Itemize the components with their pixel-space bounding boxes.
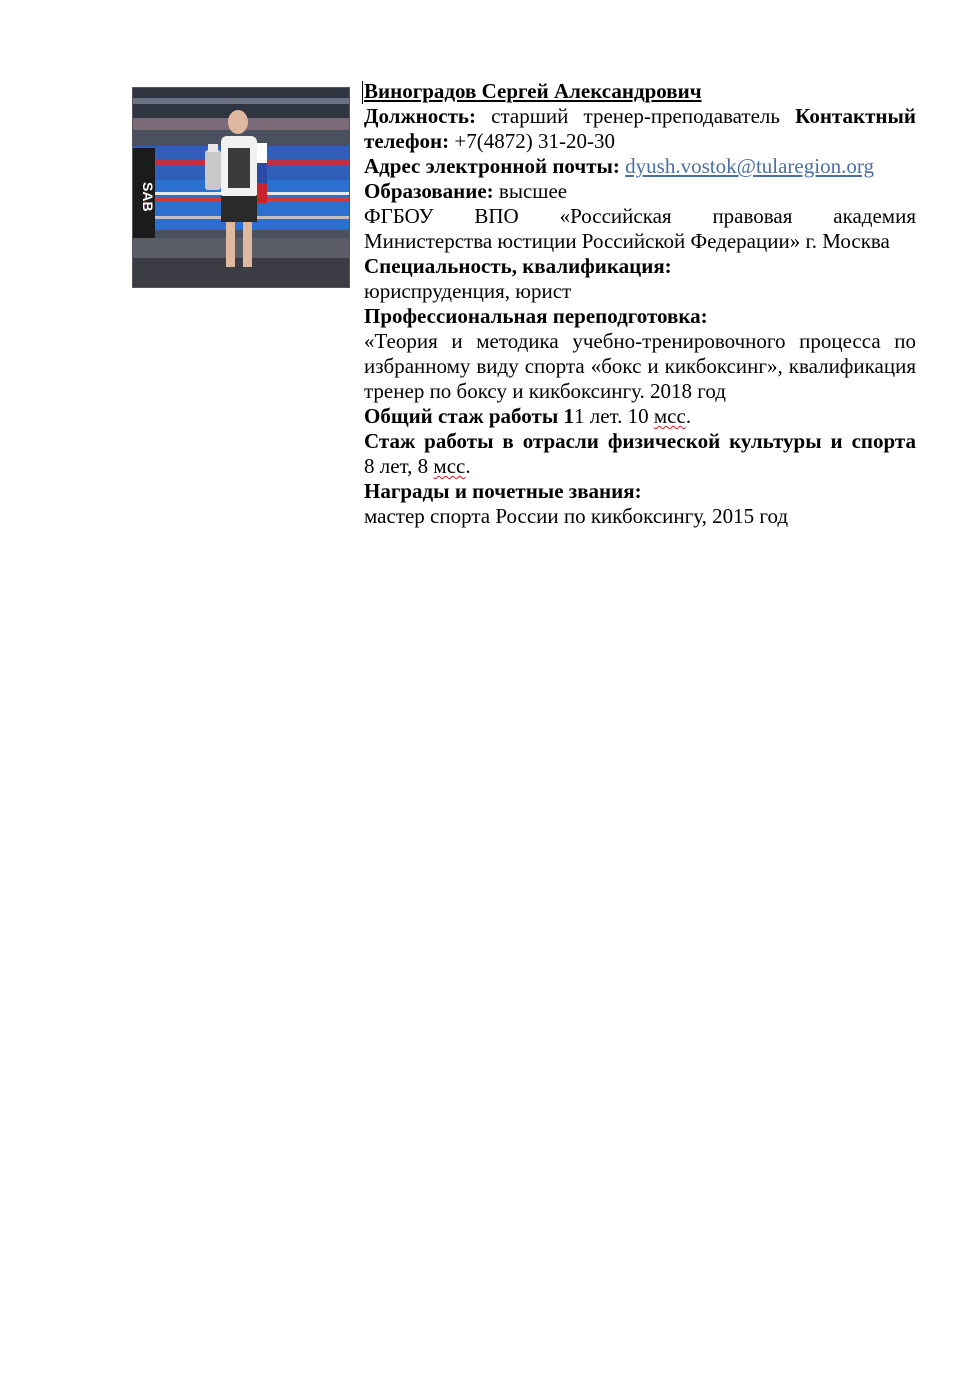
sport-experience-heading [364,429,916,454]
position-label: Должность: [364,104,477,128]
total-experience-value: 1 лет. 10 [573,404,654,428]
sport-experience-value: 8 лет, 8 [364,454,434,478]
education-label: Образование: [364,179,494,203]
sport-experience-label: Стаж работы в отрасли физической культуры и спорта [364,429,916,453]
total-experience-label: Общий стаж работы 1 [364,404,574,428]
coach-photo-image [133,88,349,287]
sport-experience-unit: мсс [433,454,466,478]
email-label: Адрес электронной почты: [364,154,620,178]
position-value: старший тренер-преподаватель [491,104,780,128]
retraining-paragraph [364,329,916,404]
specialty-value: юриспруденция, юрист [364,279,572,303]
phone-label-1: Контактный [795,104,917,128]
awards-label: Награды и почетные звания: [364,479,642,503]
svg-text:SAB: SAB [140,182,156,212]
awards-value: мастер спорта России по кикбоксингу, 2015 год [364,504,789,528]
specialty-heading [364,254,916,279]
text-cursor [362,81,363,104]
university-line-1 [364,204,916,229]
full-name: Виноградов Сергей Александрович [364,79,702,103]
position-line [364,104,916,154]
retraining-label: Профессиональная переподготовка: [364,304,708,328]
awards-heading [364,479,916,504]
name-line [364,79,916,104]
specialty-label: Специальность, квалификация: [364,254,672,278]
sport-experience-end: . [465,454,471,478]
education-value: высшее [498,179,568,203]
email-line [364,154,916,179]
email-link[interactable]: dyush.vostok@tularegion.org [625,154,874,178]
university-text-2: Министерства юстиции Российской Федерации» г. Москва [364,229,890,253]
education-line [364,179,916,204]
sport-experience-line [364,454,916,479]
retraining-heading [364,304,916,329]
total-experience-line [364,404,916,429]
phone-label-2: телефон: [364,129,450,153]
phone-value: +7(4872) 31-20-30 [454,129,615,153]
specialty-line [364,279,916,304]
total-experience-end: . [685,404,692,428]
coach-photo [133,88,349,287]
total-experience-unit: мсс [653,404,686,428]
awards-line [364,504,916,529]
university-text-1: ФГБОУ ВПО «Российская правовая академия [364,204,916,228]
profile-text [364,79,916,529]
retraining-value: «Теория и методика учебно-тренировочного процесса по избранному виду спорта «бокс и кикбоксинг», квалификация тренер по боксу и кикбоксингу. 2018 год [364,329,916,403]
university-line-2 [364,229,916,254]
